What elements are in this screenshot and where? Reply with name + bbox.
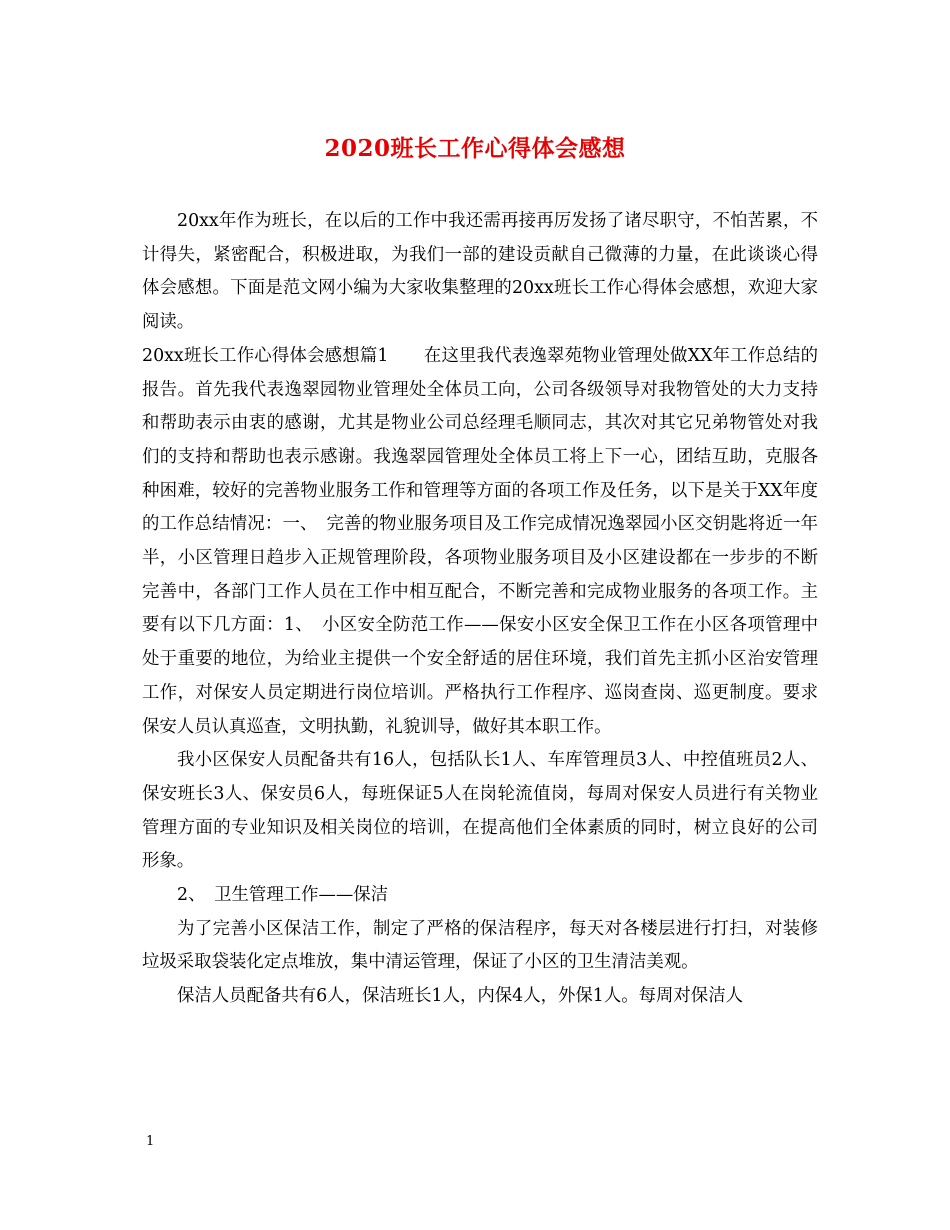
cleaning-staff-paragraph: 保洁人员配备共有6人，保洁班长1人，内保4人，外保1人。每周对保洁人: [177, 986, 743, 1007]
security-staff-paragraph: 我小区保安人员配备共有16人，包括队长1人、车库管理员3人、中控值班员2人、保安班长3人、保安员6人，每班保证5人在岗轮流值岗，每周对保安人员进行有关物业管理方面的专业知识及相关岗位的培训，在提高他们全体素质的同时，树立良好的公司形象。: [142, 750, 818, 872]
page-number: 1: [146, 1134, 155, 1149]
sanitation-heading: 2、 卫生管理工作——保洁: [177, 885, 389, 906]
cleaning-paragraph: 为了完善小区保洁工作，制定了严格的保洁程序，每天对各楼层进行打扫，对装修垃圾采取袋装化定点堆放，集中清运管理，保证了小区的卫生清洁美观。: [142, 918, 818, 973]
section-1-paragraph: 20xx班长工作心得体会感想篇1 在这里我代表逸翠苑物业管理处做XX年工作总结的报告。首先我代表逸翠园物业管理处全体员工向，公司各级领导对我物管处的大力支持和帮助表示由衷的感谢，尤其是物业公司总经理毛顺同志，其次对其它兄弟物管处对我们的支持和帮助也表示感谢。我逸翠园管理处全体员工将上下一心，团结互助，克服各种困难，较好的完善物业服务工作和管理等方面的各项工作及任务，以下是关于XX年度的工作总结情况：一、 完善的物业服务项目及工作完成情况逸翠园小区交钥匙将近一年半，小区管理日趋步入正规管理阶段，各项物业服务项目及小区建设都在一步步的不断完善中，各部门工作人员在工作中相互配合，不断完善和完成物业服务的各项工作。主要有以下几方面：1、 小区安全防范工作——保安小区安全保卫工作在小区各项管理中处于重要的地位，为给业主提供一个安全舒适的居住环境，我们首先主抓小区治安管理工作，对保安人员定期进行岗位培训。严格执行工作程序、巡岗查岗、巡更制度。要求保安人员认真巡查，文明执勤，礼貌训导，做好其本职工作。: [142, 345, 818, 737]
document-body: [142, 205, 818, 1014]
intro-paragraph: 20xx年作为班长，在以后的工作中我还需再接再厉发扬了诸尽职守，不怕苦累，不计得失，紧密配合，积极进取，为我们一部的建设贡献自己微薄的力量，在此谈谈心得体会感想。下面是范文网小编为大家收集整理的20xx班长工作心得体会感想，欢迎大家阅读。: [142, 211, 818, 333]
document-title: 2020班长工作心得体会感想: [324, 135, 626, 162]
